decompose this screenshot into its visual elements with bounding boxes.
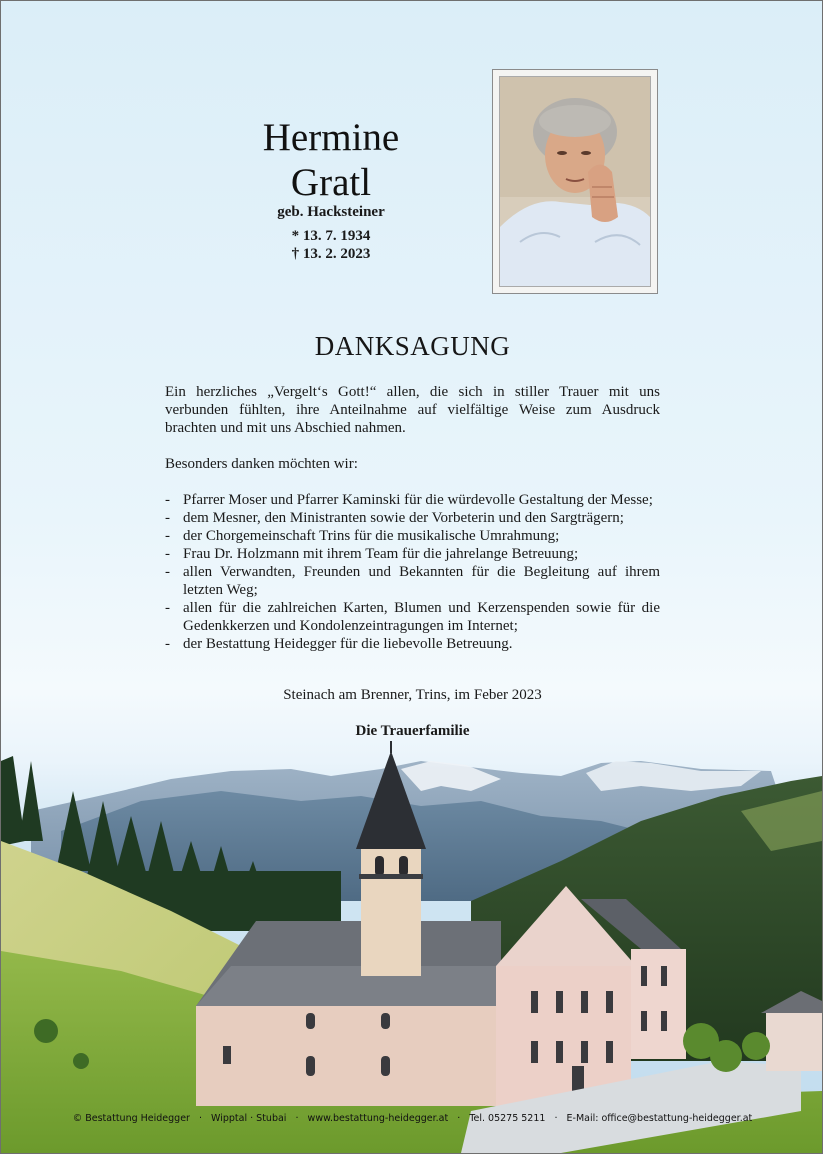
intro-paragraph xyxy=(165,383,660,437)
first-name: Hermine xyxy=(262,116,400,159)
list-item: - Pfarrer Moser und Pfarrer Kaminski für die würdevolle Gestaltung der Messe; xyxy=(165,491,660,509)
maiden-name: geb. Hacksteiner xyxy=(277,204,385,220)
birth-date: * 13. 7. 1934 xyxy=(291,228,371,244)
list-item: - der Bestattung Heidegger für die liebevolle Betreuung. xyxy=(165,635,660,653)
footer-separator: · xyxy=(457,1113,461,1124)
place-and-date: Steinach am Brenner, Trins, im Feber 2023 xyxy=(283,687,542,703)
portrait-frame xyxy=(492,69,658,294)
list-item: - der Chorgemeinschaft Trins für die musikalische Umrahmung; xyxy=(165,527,660,545)
footer-phone: Tel. 05275 5211 xyxy=(469,1113,546,1124)
footer-company: © Bestattung Heidegger xyxy=(72,1113,190,1124)
portrait-photo xyxy=(499,76,651,287)
footer-separator: · xyxy=(198,1113,203,1124)
thanks-intro: Besonders danken möchten wir: xyxy=(165,456,358,472)
intro-line: Ein herzliches „Vergelt‘s Gott!“ allen, die sich in stiller Trauer mit uns xyxy=(165,384,660,400)
page-title: DANKSAGUNG xyxy=(314,331,511,361)
intro-line: verbunden fühlten, ihre Anteilnahme auf vielfältige Weise zum Ausdruck xyxy=(165,402,660,418)
portrait-image xyxy=(500,77,650,286)
last-name: Gratl xyxy=(290,161,372,204)
intro-line: brachten und mit uns Abschied nahmen. xyxy=(165,420,406,436)
family-signature: Die Trauerfamilie xyxy=(355,723,470,739)
footer-separator: · xyxy=(295,1113,299,1124)
list-item: - allen Verwandten, Freunden und Bekannten für die Begleitung auf ihrem letzten Weg; xyxy=(165,563,660,599)
death-date: † 13. 2. 2023 xyxy=(291,246,371,262)
footer-region: Wipptal · Stubai xyxy=(211,1113,287,1124)
footer-email-link[interactable]: E-Mail: office@bestattung-heidegger.at xyxy=(566,1113,753,1124)
list-item: - dem Mesner, den Ministranten sowie der Vorbeterin und den Sargträgern; xyxy=(165,509,660,527)
thanks-list xyxy=(165,491,660,653)
footer-separator: · xyxy=(554,1113,558,1124)
footer-website-link[interactable]: www.bestattung-heidegger.at xyxy=(307,1113,449,1124)
footer xyxy=(1,1113,823,1124)
list-item: - Frau Dr. Holzmann mit ihrem Team für die jahrelange Betreuung; xyxy=(165,545,660,563)
list-item: - allen für die zahlreichen Karten, Blumen und Kerzenspenden sowie für die Gedenkkerzen und Kondolenzeintragungen im Internet; xyxy=(165,599,660,635)
